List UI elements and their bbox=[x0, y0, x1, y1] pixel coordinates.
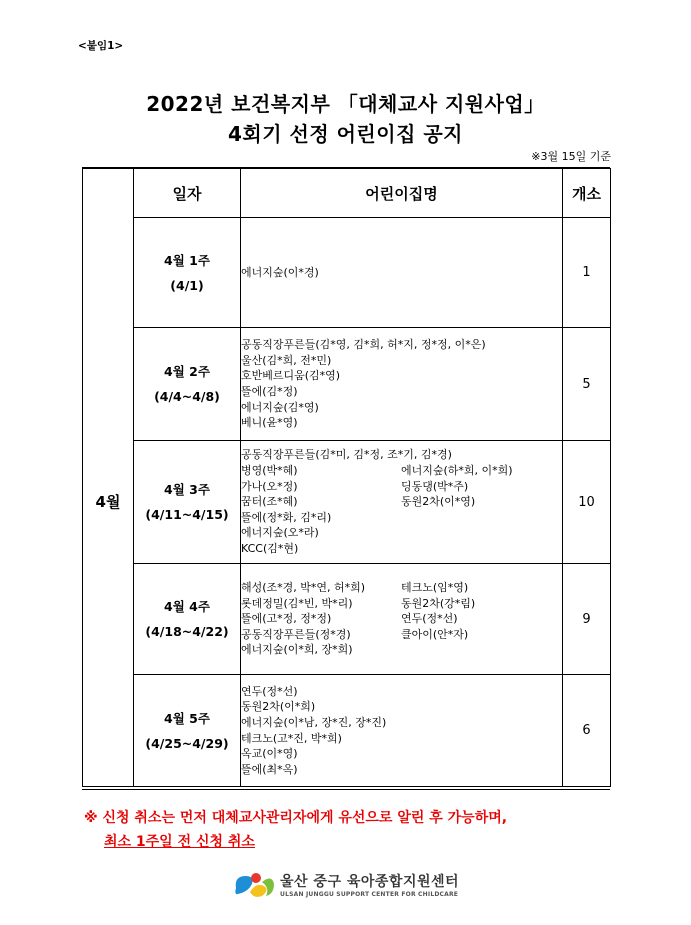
daycare-name: 뜰에(정*화, 김*리) bbox=[241, 510, 332, 524]
daycare-line bbox=[241, 415, 562, 431]
daycare-line bbox=[241, 762, 562, 778]
daycare-names-cell bbox=[241, 218, 563, 328]
daycare-line bbox=[241, 596, 562, 612]
daycare-name: 딩동댕(박*주) bbox=[401, 479, 469, 493]
daycare-name: 울산(김*희, 전*민) bbox=[241, 353, 332, 367]
daycare-line bbox=[241, 337, 562, 353]
notice-line-1: ※ 신청 취소는 먼저 대체교사관리자에게 유선으로 알린 후 가능하며, bbox=[84, 810, 508, 826]
daycare-line bbox=[241, 746, 562, 762]
week-cell bbox=[134, 328, 241, 441]
daycare-name: 꿈터(조*혜) bbox=[241, 495, 298, 509]
table-row bbox=[83, 328, 611, 441]
title-line-2: 4회기 선정 어린이집 공지 bbox=[227, 122, 463, 146]
week-cell bbox=[134, 564, 241, 675]
logo-blue-shape bbox=[235, 876, 252, 894]
header-name: 어린이집명 bbox=[241, 169, 563, 218]
daycare-line bbox=[241, 400, 562, 416]
week-label: 4월 5주 bbox=[164, 710, 210, 726]
daycare-line bbox=[241, 611, 562, 627]
daycare-line bbox=[241, 368, 562, 384]
daycare-name: 병영(박*혜) bbox=[241, 464, 298, 478]
as-of-date: ※3월 15일 기준 bbox=[531, 150, 611, 163]
table-row bbox=[83, 564, 611, 675]
daycare-line bbox=[241, 642, 562, 658]
daycare-name: 연두(정*선) bbox=[241, 684, 298, 698]
week-date-range: (4/4~4/8) bbox=[154, 389, 220, 404]
center-logo-icon bbox=[232, 868, 276, 900]
daycare-names-cell bbox=[241, 328, 563, 441]
count-cell: 6 bbox=[563, 675, 611, 787]
daycare-name: 뜰에(고*정, 정*정) bbox=[241, 612, 332, 626]
table-row bbox=[83, 218, 611, 328]
daycare-name: 테크노(임*영) bbox=[401, 581, 469, 595]
week-date-range: (4/11~4/15) bbox=[145, 507, 229, 522]
week-cell bbox=[134, 218, 241, 328]
count-cell: 10 bbox=[563, 441, 611, 564]
cancel-notice bbox=[84, 806, 507, 854]
week-date-range: (4/25~4/29) bbox=[145, 735, 229, 751]
daycare-name: 해성(조*경, 박*연, 허*희) bbox=[241, 581, 366, 595]
month-cell: 4월 bbox=[83, 218, 134, 787]
daycare-name: 롯데정밀(김*빈, 박*리) bbox=[241, 596, 353, 610]
daycare-name: 동원2차(이*영) bbox=[401, 495, 476, 509]
daycare-name: 옥교(이*영) bbox=[241, 747, 298, 761]
center-logo bbox=[232, 868, 459, 900]
daycare-name: 에너지숲(이*희, 장*희) bbox=[241, 643, 353, 657]
week-date-range: (4/1) bbox=[170, 277, 204, 293]
daycare-name: 에너지숲(김*영) bbox=[241, 400, 319, 414]
daycare-name: 공동직장푸른들(김*영, 김*희, 허*지, 정*정, 이*은) bbox=[241, 338, 486, 352]
daycare-name: 공동직장푸른들(김*미, 김*정, 조*기, 김*경) bbox=[241, 448, 452, 462]
table-bottom-rule bbox=[82, 789, 610, 790]
daycare-names-cell bbox=[241, 564, 563, 675]
daycare-name: 연두(정*선) bbox=[401, 612, 458, 626]
daycare-name: 에너지숲(오*라) bbox=[241, 526, 319, 540]
daycare-name: 공동직장푸른들(정*경) bbox=[241, 627, 351, 641]
count-cell: 1 bbox=[563, 218, 611, 328]
daycare-name: 에너지숲(이*경) bbox=[241, 265, 319, 279]
daycare-line bbox=[241, 715, 562, 731]
daycare-name: 가나(오*정) bbox=[241, 479, 298, 493]
daycare-line bbox=[241, 447, 562, 463]
daycare-name: 클아이(안*자) bbox=[401, 627, 469, 641]
table-row bbox=[83, 675, 611, 787]
daycare-names-cell bbox=[241, 441, 563, 564]
week-date-range: (4/18~4/22) bbox=[145, 624, 229, 639]
week-label: 4월 2주 bbox=[164, 364, 210, 379]
daycare-line bbox=[241, 525, 562, 541]
title-line-1: 2022년 보건복지부 「대체교사 지원사업」 bbox=[146, 92, 545, 116]
daycare-line bbox=[241, 510, 562, 526]
count-cell: 9 bbox=[563, 564, 611, 675]
logo-red-dot bbox=[251, 873, 261, 883]
daycare-line bbox=[241, 699, 562, 715]
daycare-line bbox=[241, 541, 562, 557]
week-cell bbox=[134, 675, 241, 787]
header-date: 일자 bbox=[134, 169, 241, 218]
header-count: 개소 bbox=[563, 169, 611, 218]
logo-yellow-shape bbox=[250, 885, 267, 897]
daycare-name: 에너지숲(하*희, 이*희) bbox=[401, 464, 513, 478]
week-cell bbox=[134, 441, 241, 564]
daycare-names-cell bbox=[241, 675, 563, 787]
table-header-row bbox=[83, 169, 611, 218]
week-label: 4월 4주 bbox=[164, 599, 210, 614]
month-header-cell bbox=[83, 169, 134, 218]
daycare-line bbox=[241, 580, 562, 596]
week-label: 4월 1주 bbox=[164, 252, 210, 268]
daycare-line bbox=[241, 684, 562, 700]
notice-line-2: 최소 1주일 전 신청 취소 bbox=[104, 834, 255, 850]
table-body bbox=[83, 218, 611, 787]
daycare-name: 테크노(고*진, 박*희) bbox=[241, 731, 342, 745]
daycare-name: 동원2차(강*림) bbox=[401, 596, 476, 610]
daycare-name: KCC(김*현) bbox=[241, 541, 299, 555]
daycare-line bbox=[241, 627, 562, 643]
logo-text bbox=[280, 871, 459, 898]
daycare-line bbox=[241, 463, 562, 479]
daycare-name: 뜰에(최*옥) bbox=[241, 762, 298, 776]
daycare-line bbox=[241, 265, 562, 281]
daycare-line bbox=[241, 494, 562, 510]
daycare-name: 에너지숲(이*남, 장*진, 장*진) bbox=[241, 715, 387, 729]
schedule-table bbox=[82, 168, 611, 787]
daycare-name: 뜰에(김*정) bbox=[241, 385, 298, 398]
logo-name-en: ULSAN JUNGGU SUPPORT CENTER FOR CHILDCARE bbox=[280, 890, 459, 898]
daycare-line bbox=[241, 731, 562, 747]
daycare-line bbox=[241, 353, 562, 369]
daycare-line bbox=[241, 479, 562, 495]
daycare-name: 호반베르디움(김*영) bbox=[241, 369, 341, 383]
count-cell: 5 bbox=[563, 328, 611, 441]
logo-name-ko: 울산 중구 육아종합지원센터 bbox=[280, 873, 460, 890]
attachment-label: <붙임1> bbox=[78, 40, 124, 52]
daycare-name: 베니(윤*영) bbox=[241, 416, 298, 430]
daycare-name: 동원2차(이*희) bbox=[241, 700, 316, 714]
week-label: 4월 3주 bbox=[164, 482, 210, 497]
daycare-line bbox=[241, 384, 562, 400]
table-row bbox=[83, 441, 611, 564]
